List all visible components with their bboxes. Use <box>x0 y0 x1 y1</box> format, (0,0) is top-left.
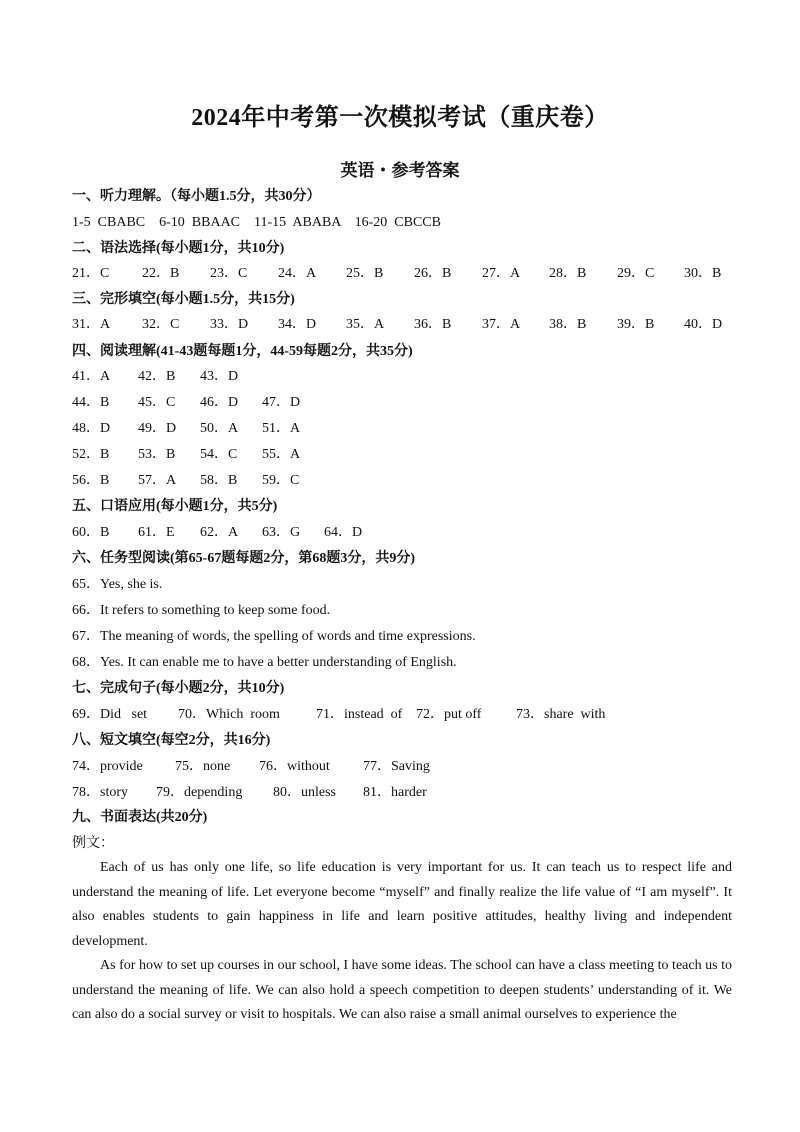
answer-item: 31．A <box>72 317 111 332</box>
section-8-row <box>72 758 732 776</box>
answer-item: 62．A <box>200 525 239 540</box>
section-4-heading: 四、阅读理解(41-43题每题1分，44-59每题2分，共35分) <box>72 344 413 359</box>
section-9-heading: 九、书面表达(共20分) <box>72 810 208 825</box>
answer-item: 35．A <box>346 317 385 332</box>
answer-item: 38．B <box>549 317 587 332</box>
answer-item: 74．provide <box>72 759 143 774</box>
section-4-row <box>72 472 732 490</box>
answer-item: 32．C <box>142 317 180 332</box>
answer-item: 30．B <box>684 266 722 281</box>
answer-item: 26．B <box>414 266 452 281</box>
section-6-answer: 68．Yes. It can enable me to have a better understanding of English. <box>72 655 457 670</box>
answer-item: 45．C <box>138 395 176 410</box>
section-1-answers: 1-5 CBABC 6-10 BBAAC 11-15 ABABA 16-20 CBCCB <box>72 215 441 230</box>
answer-item: 69．Did set <box>72 707 148 722</box>
answer-item: 44．B <box>72 395 110 410</box>
answer-item: 76．without <box>259 759 330 774</box>
answer-item: 33．D <box>210 317 249 332</box>
answer-item: 48．D <box>72 421 111 436</box>
sample-essay-paragraph-2: As for how to set up courses in our school, I have some ideas. The school can have a class meeting to teach us to understand the meaning of life. We can also hold a speech competition to deepen students’ understanding of it. We can also do a social survey or visit to hospitals. We can also raise a small animal ourselves to experience the <box>72 958 732 1022</box>
answer-item: 58．B <box>200 473 238 488</box>
answer-item: 21．C <box>72 266 110 281</box>
answer-item: 42．B <box>138 369 176 384</box>
answer-item: 25．B <box>346 266 384 281</box>
section-8-row <box>72 784 732 802</box>
answer-item: 50．A <box>200 421 239 436</box>
answer-item: 73．share with <box>516 707 606 722</box>
answer-item: 37．A <box>482 317 521 332</box>
section-4-row <box>72 420 732 438</box>
answer-item: 78．story <box>72 785 128 800</box>
answer-item: 54．C <box>200 447 238 462</box>
page-title: 2024年中考第一次模拟考试（重庆卷） <box>191 105 609 131</box>
answer-item: 81．harder <box>363 785 427 800</box>
answer-item: 70．Which room <box>178 707 280 722</box>
answer-item: 41．A <box>72 369 111 384</box>
answer-item: 53．B <box>138 447 176 462</box>
section-7-heading: 七、完成句子(每小题2分，共10分) <box>72 681 285 696</box>
section-5-answers <box>72 524 732 542</box>
answer-item: 36．B <box>414 317 452 332</box>
section-1-heading: 一、听力理解。（每小题1.5分，共30分） <box>72 189 321 204</box>
answer-item: 60．B <box>72 525 110 540</box>
page-subtitle: 英语・参考答案 <box>340 161 460 180</box>
answer-item: 75．none <box>175 759 231 774</box>
answer-item: 72．put off <box>416 707 482 722</box>
section-4-row <box>72 368 732 386</box>
section-4-row <box>72 446 732 464</box>
answer-item: 23．C <box>210 266 248 281</box>
answer-item: 63．G <box>262 525 301 540</box>
answer-item: 64．D <box>324 525 363 540</box>
section-7-answers <box>72 706 732 724</box>
answer-item: 79．depending <box>156 785 243 800</box>
answer-item: 47．D <box>262 395 301 410</box>
answer-item: 57．A <box>138 473 177 488</box>
answer-item: 29．C <box>617 266 655 281</box>
answer-item: 34．D <box>278 317 317 332</box>
answer-item: 27．A <box>482 266 521 281</box>
answer-item: 49．D <box>138 421 177 436</box>
answer-item: 28．B <box>549 266 587 281</box>
answer-item: 71．instead of <box>316 707 403 722</box>
section-3-heading: 三、完形填空(每小题1.5分，共15分) <box>72 292 295 307</box>
answer-item: 61．E <box>138 525 175 540</box>
section-3-answers <box>72 316 732 334</box>
answer-item: 59．C <box>262 473 300 488</box>
sample-essay-label: 例文： <box>72 836 114 851</box>
section-2-heading: 二、语法选择(每小题1分，共10分) <box>72 241 285 256</box>
section-6-answer: 65．Yes, she is. <box>72 577 163 592</box>
section-6-heading: 六、任务型阅读(第65-67题每题2分，第68题3分，共9分) <box>72 551 415 566</box>
sample-essay-paragraph-1: Each of us has only one life, so life education is very important for us. It can teach us to respect life and understand the meaning of life. Let everyone become “myself” and finally realize the life value of “I am myself”. It also enables students to gain happiness in life and learn positive attitudes, healthy living and independent development. <box>72 860 732 949</box>
answer-item: 51．A <box>262 421 301 436</box>
section-2-answers <box>72 265 732 283</box>
answer-item: 40．D <box>684 317 723 332</box>
section-6-answer: 67．The meaning of words, the spelling of words and time expressions. <box>72 629 476 644</box>
section-6-answer: 66．It refers to something to keep some food. <box>72 603 331 618</box>
section-4-row <box>72 394 732 412</box>
answer-item: 77．Saving <box>363 759 430 774</box>
answer-item: 39．B <box>617 317 655 332</box>
answer-item: 22．B <box>142 266 180 281</box>
section-8-heading: 八、短文填空(每空2分，共16分) <box>72 733 271 748</box>
answer-item: 24．A <box>278 266 317 281</box>
answer-item: 46．D <box>200 395 239 410</box>
answer-item: 52．B <box>72 447 110 462</box>
answer-item: 80．unless <box>273 785 336 800</box>
answer-item: 43．D <box>200 369 239 384</box>
answer-item: 56．B <box>72 473 110 488</box>
answer-item: 55．A <box>262 447 301 462</box>
section-5-heading: 五、口语应用(每小题1分，共5分) <box>72 499 278 514</box>
